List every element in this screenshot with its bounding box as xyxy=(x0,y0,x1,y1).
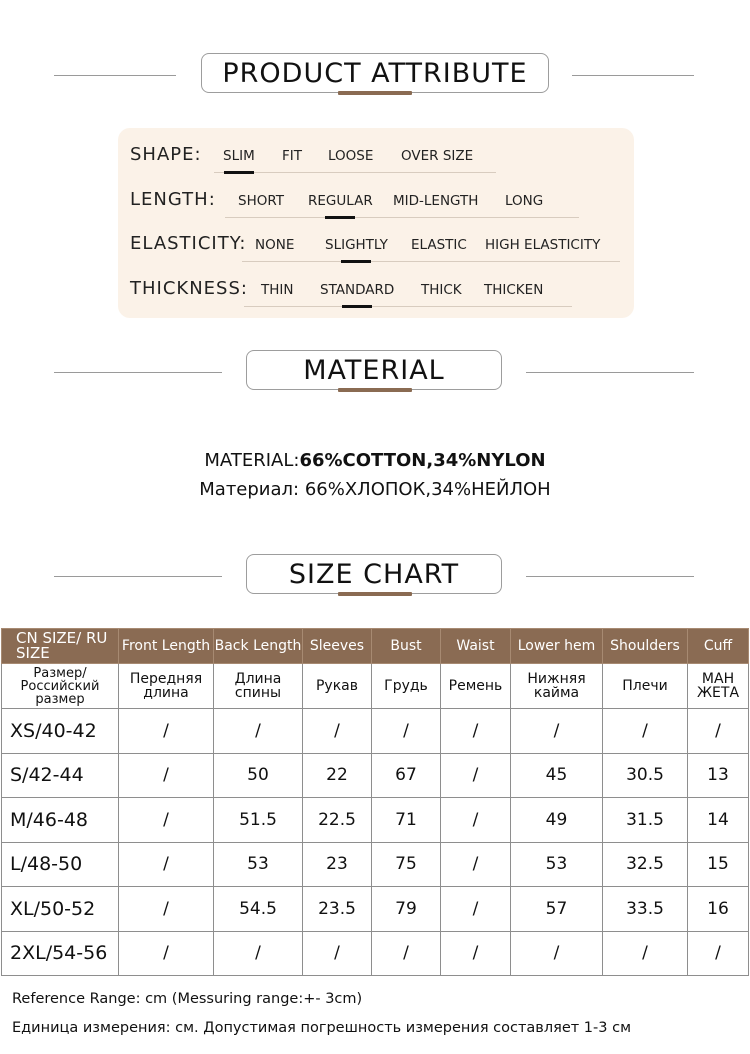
table-header-cell: Рукав xyxy=(303,664,372,709)
measurement-cell: 14 xyxy=(688,798,749,843)
measurement-cell: 15 xyxy=(688,842,749,887)
measurement-cell: 13 xyxy=(688,753,749,798)
measurement-cell: / xyxy=(441,842,511,887)
measurement-cell: 33.5 xyxy=(603,887,688,932)
table-header-cell: МАН ЖЕТА xyxy=(688,664,749,709)
section-title: SIZE CHART xyxy=(246,554,502,594)
table-header-cell: Cuff xyxy=(688,629,749,664)
measurement-cell: 67 xyxy=(372,753,441,798)
table-row xyxy=(2,798,749,843)
attribute-underline xyxy=(214,172,496,173)
measurement-cell: / xyxy=(441,931,511,976)
measurement-cell: 57 xyxy=(511,887,603,932)
attribute-label: THICKNESS: xyxy=(130,278,248,299)
section-title: PRODUCT ATTRIBUTE xyxy=(201,53,549,93)
measurement-cell: / xyxy=(119,842,214,887)
measurement-cell: / xyxy=(303,709,372,754)
measurement-cell: / xyxy=(214,931,303,976)
divider xyxy=(526,372,694,373)
size-label-cell: L/48-50 xyxy=(2,842,119,887)
size-label-cell: XS/40-42 xyxy=(2,709,119,754)
size-chart-table xyxy=(1,628,749,976)
measurement-cell: 30.5 xyxy=(603,753,688,798)
material-header xyxy=(0,348,750,398)
table-row xyxy=(2,709,749,754)
measurement-cell: 22 xyxy=(303,753,372,798)
size-label-cell: S/42-44 xyxy=(2,753,119,798)
table-header-cell: Shoulders xyxy=(603,629,688,664)
measurement-cell: / xyxy=(441,798,511,843)
measurement-cell: 71 xyxy=(372,798,441,843)
measurement-cell: / xyxy=(441,709,511,754)
section-title: MATERIAL xyxy=(246,350,502,390)
table-row xyxy=(2,842,749,887)
material-label: MATERIAL: xyxy=(204,450,300,471)
table-header-cell: Back Length xyxy=(214,629,303,664)
measurement-cell: / xyxy=(119,709,214,754)
table-header-cell: Waist xyxy=(441,629,511,664)
attribute-underline xyxy=(242,261,620,262)
attribute-underline xyxy=(244,306,572,307)
size-label-cell: 2XL/54-56 xyxy=(2,931,119,976)
attribute-option: FIT xyxy=(282,148,302,164)
measurement-cell: 51.5 xyxy=(214,798,303,843)
divider xyxy=(54,576,222,577)
material-value: 66%COTTON,34%NYLON xyxy=(299,450,546,471)
attribute-underline xyxy=(225,217,579,218)
measurement-cell: / xyxy=(688,931,749,976)
measurement-cell: / xyxy=(688,709,749,754)
measurement-cell: 53 xyxy=(214,842,303,887)
attribute-option: THIN xyxy=(261,282,294,298)
table-header-cell: Front Length xyxy=(119,629,214,664)
attribute-option-selected: SLIGHTLY xyxy=(325,237,388,253)
attribute-option-selected: REGULAR xyxy=(308,193,373,209)
table-header-cell: Нижняя кайма xyxy=(511,664,603,709)
attribute-option: MID-LENGTH xyxy=(393,193,479,209)
footnote-ru: Единица измерения: см. Допустимая погрешность измерения составляет 1-3 см xyxy=(12,1020,632,1036)
attribute-panel xyxy=(118,128,634,318)
table-header-cell: Sleeves xyxy=(303,629,372,664)
attribute-option-selected: SLIM xyxy=(223,148,255,164)
table-header-ru xyxy=(2,664,749,709)
divider xyxy=(526,576,694,577)
size-label-cell: M/46-48 xyxy=(2,798,119,843)
measurement-cell: / xyxy=(441,753,511,798)
measurement-cell: / xyxy=(119,931,214,976)
measurement-cell: 32.5 xyxy=(603,842,688,887)
measurement-cell: 23 xyxy=(303,842,372,887)
footnote-en: Reference Range: cm (Messuring range:+- 3cm) xyxy=(12,991,363,1007)
divider xyxy=(572,75,694,76)
attribute-option: THICK xyxy=(421,282,462,298)
table-header-cell: Размер/ Российский размер xyxy=(2,664,119,709)
measurement-cell: 79 xyxy=(372,887,441,932)
attribute-option: LOOSE xyxy=(328,148,374,164)
table-header-cell: CN SIZE/ RU SIZE xyxy=(2,629,119,664)
measurement-cell: / xyxy=(603,931,688,976)
material-ru xyxy=(0,479,750,500)
attribute-label: ELASTICITY: xyxy=(130,233,247,254)
divider xyxy=(54,372,222,373)
measurement-cell: 23.5 xyxy=(303,887,372,932)
measurement-cell: / xyxy=(372,709,441,754)
divider xyxy=(54,75,176,76)
table-header-cell: Ремень xyxy=(441,664,511,709)
attribute-label: SHAPE: xyxy=(130,144,202,165)
measurement-cell: / xyxy=(303,931,372,976)
measurement-cell: / xyxy=(603,709,688,754)
measurement-cell: / xyxy=(214,709,303,754)
attribute-row-elasticity xyxy=(118,229,634,263)
table-row xyxy=(2,887,749,932)
table-header-en xyxy=(2,629,749,664)
measurement-cell: / xyxy=(511,709,603,754)
table-header-cell: Плечи xyxy=(603,664,688,709)
table-header-cell: Lower hem xyxy=(511,629,603,664)
measurement-cell: / xyxy=(119,887,214,932)
measurement-cell: 53 xyxy=(511,842,603,887)
attribute-row-thickness xyxy=(118,274,634,308)
attribute-option: NONE xyxy=(255,237,295,253)
measurement-cell: 54.5 xyxy=(214,887,303,932)
attribute-option: ELASTIC xyxy=(411,237,467,253)
attribute-option: OVER SIZE xyxy=(401,148,474,164)
measurement-cell: 16 xyxy=(688,887,749,932)
measurement-cell: 31.5 xyxy=(603,798,688,843)
material-en xyxy=(0,450,750,471)
attribute-option-selected: STANDARD xyxy=(320,282,395,298)
measurement-cell: / xyxy=(372,931,441,976)
measurement-cell: / xyxy=(119,753,214,798)
attribute-option: LONG xyxy=(505,193,544,209)
table-header-cell: Передняя длина xyxy=(119,664,214,709)
accent-bar xyxy=(338,91,412,95)
material-label: Материал: xyxy=(199,479,300,500)
attribute-label: LENGTH: xyxy=(130,189,216,210)
material-value: 66%ХЛОПОК,34%НЕЙЛОН xyxy=(304,479,551,500)
table-row xyxy=(2,753,749,798)
product-attribute-header xyxy=(0,51,750,101)
accent-bar xyxy=(338,388,412,392)
accent-bar xyxy=(338,592,412,596)
attribute-row-length xyxy=(118,185,634,219)
measurement-cell: 45 xyxy=(511,753,603,798)
table-header-cell: Bust xyxy=(372,629,441,664)
measurement-cell: 49 xyxy=(511,798,603,843)
measurement-cell: / xyxy=(511,931,603,976)
table-header-cell: Длина спины xyxy=(214,664,303,709)
attribute-option: SHORT xyxy=(238,193,284,209)
attribute-option: HIGH ELASTICITY xyxy=(485,237,601,253)
size-label-cell: XL/50-52 xyxy=(2,887,119,932)
attribute-row-shape xyxy=(118,140,634,174)
size-chart-header xyxy=(0,552,750,602)
table-header-cell: Грудь xyxy=(372,664,441,709)
measurement-cell: / xyxy=(441,887,511,932)
table-row xyxy=(2,931,749,976)
measurement-cell: 22.5 xyxy=(303,798,372,843)
attribute-option: THICKEN xyxy=(484,282,544,298)
measurement-cell: / xyxy=(119,798,214,843)
measurement-cell: 75 xyxy=(372,842,441,887)
measurement-cell: 50 xyxy=(214,753,303,798)
